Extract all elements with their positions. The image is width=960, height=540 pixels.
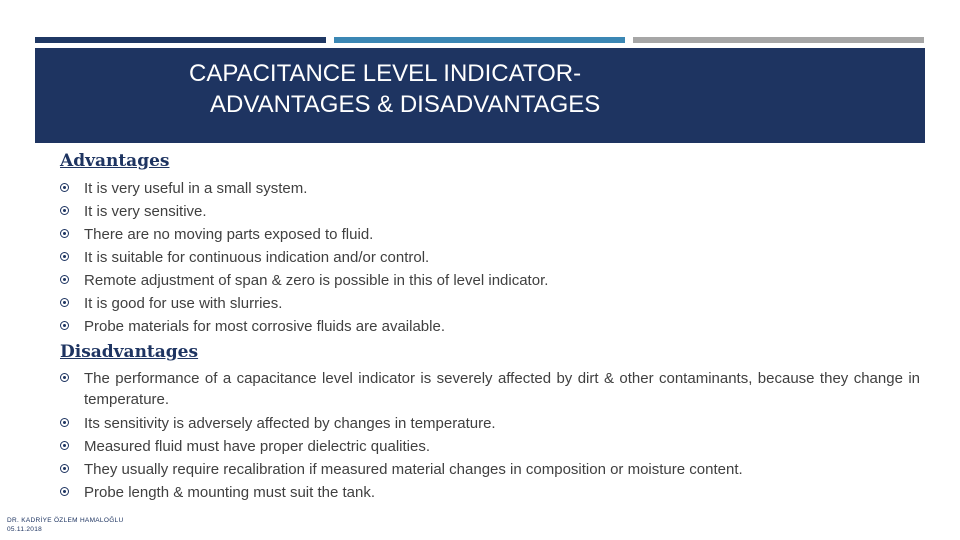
footer-date: 05.11.2018 (7, 526, 43, 533)
list-item (60, 481, 920, 504)
list-item-text: It is very useful in a small system. (84, 180, 308, 197)
list-item-text: It is good for use with slurries. (84, 295, 283, 312)
list-item-text: Measured fluid must have proper dielectric qualities. (84, 438, 431, 455)
advantages-heading: Advantages (60, 151, 170, 171)
list-item (60, 200, 920, 223)
advantages-list (60, 177, 920, 338)
footer (7, 516, 123, 534)
list-item (60, 435, 920, 458)
list-item-text: Its sensitivity is adversely affected by changes in temperature. (84, 415, 496, 432)
circle-bullet-icon (60, 298, 69, 307)
circle-bullet-icon (60, 321, 69, 330)
slide-title-line-2: ADVANTAGES & DISADVANTAGES (210, 91, 601, 118)
disadvantages-heading: Disadvantages (60, 342, 199, 362)
list-item-text: There are no moving parts exposed to fluid. (84, 226, 374, 243)
circle-bullet-icon (60, 206, 69, 215)
circle-bullet-icon (60, 464, 69, 473)
list-item-text: It is suitable for continuous indication and/or control. (84, 249, 430, 266)
accent-bar-blue (334, 37, 625, 43)
circle-bullet-icon (60, 441, 69, 450)
list-item (60, 368, 920, 412)
circle-bullet-icon (60, 183, 69, 192)
circle-bullet-icon (60, 373, 69, 382)
circle-bullet-icon (60, 487, 69, 496)
list-item-text: They usually require recalibration if measured material changes in composition or moisture content. (84, 461, 743, 478)
list-item-text: The performance of a capacitance level indicator is severely affected by dirt & other contaminants, because they change in temperature. (84, 370, 920, 408)
list-item (60, 246, 920, 269)
slide-title-line-1: CAPACITANCE LEVEL INDICATOR- (189, 60, 582, 87)
list-item-text: Probe materials for most corrosive fluids are available. (84, 318, 445, 335)
circle-bullet-icon (60, 418, 69, 427)
accent-bar-gray (633, 37, 924, 43)
circle-bullet-icon (60, 252, 69, 261)
disadvantages-list (60, 368, 920, 504)
list-item-text: It is very sensitive. (84, 203, 207, 220)
list-item (60, 269, 920, 292)
list-item (60, 223, 920, 246)
list-item (60, 292, 920, 315)
list-item (60, 412, 920, 435)
list-item (60, 315, 920, 338)
accent-bar-navy (35, 37, 326, 43)
list-item (60, 458, 920, 481)
circle-bullet-icon (60, 275, 69, 284)
list-item-text: Probe length & mounting must suit the tank. (84, 484, 375, 501)
circle-bullet-icon (60, 229, 69, 238)
footer-author: DR. KADRİYE ÖZLEM HAMALOĞLU (7, 517, 124, 524)
list-item (60, 177, 920, 200)
list-item-text: Remote adjustment of span & zero is possible in this of level indicator. (84, 272, 549, 289)
